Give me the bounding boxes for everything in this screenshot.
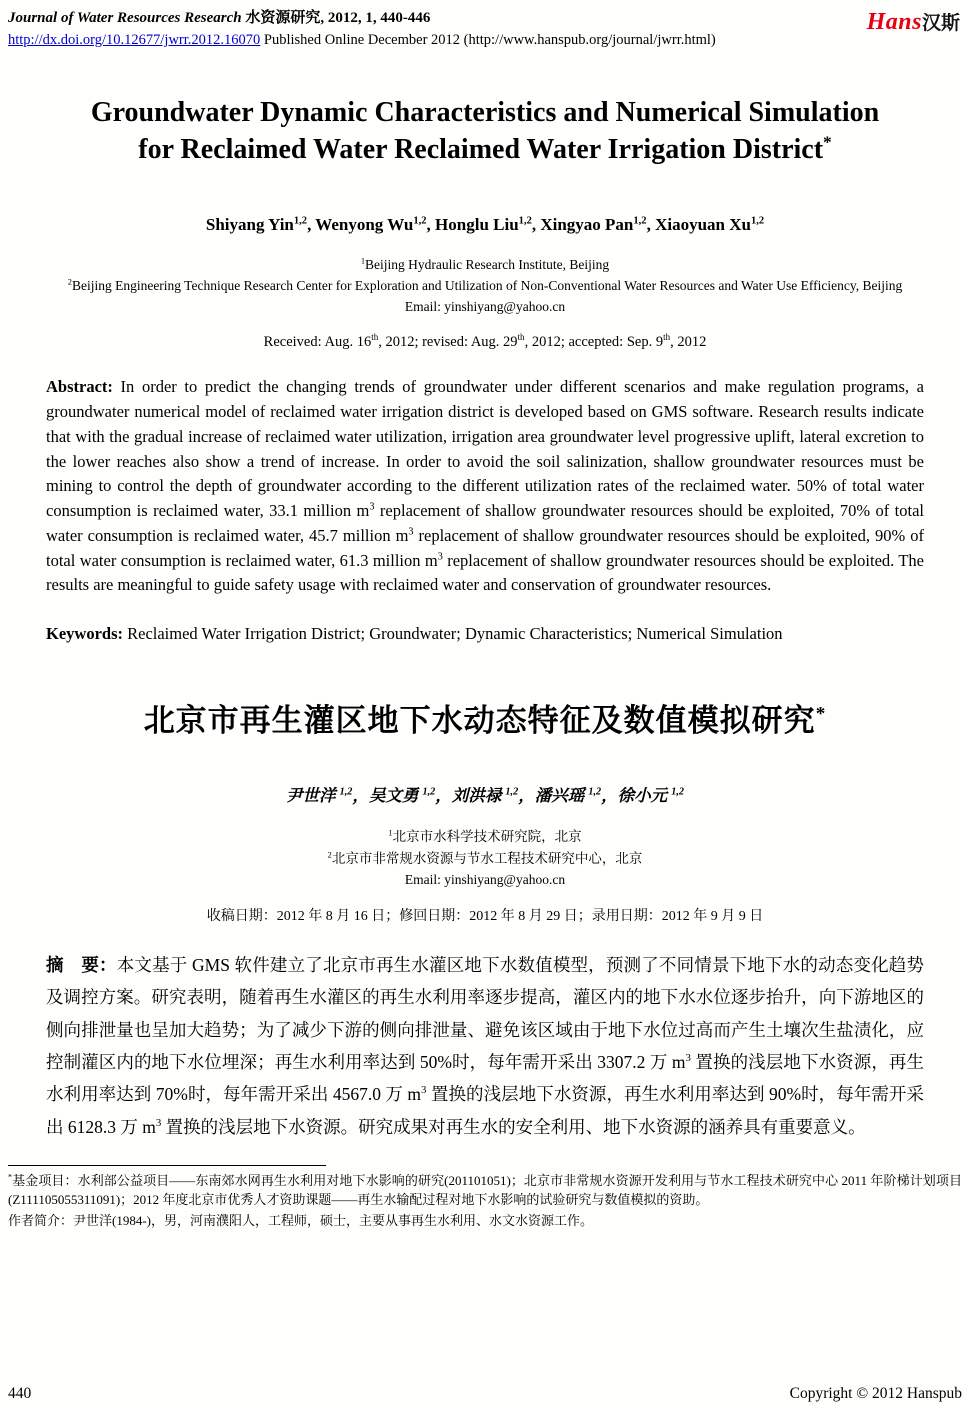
hans-logo-chinese: 汉斯 [921, 13, 960, 34]
footnote-area [8, 1165, 962, 1231]
copyright-notice: Copyright © 2012 Hanspub [789, 1385, 962, 1402]
affiliation-2-en: $^2$Beijing Engineering Technique Research Center for Exploration and Utilization of Non-Conventional Water Resources and Water Use Efficiency, Beijing [67, 277, 903, 293]
paper-title-en: Groundwater Dynamic Characteristics and Numerical Simulation for Reclaimed Water Reclaimed Water Irrigation District* [90, 96, 880, 165]
affiliations-zh [46, 826, 924, 891]
email-en: Email: yinshiyang@yahoo.cn [404, 298, 566, 314]
journal-name: Journal of Water Resources Research [8, 10, 242, 26]
footnote-divider [8, 1165, 326, 1166]
keywords-text-en: Reclaimed Water Irrigation District; Groundwater; Dynamic Characteristics; Numerical Simulation [123, 624, 783, 644]
abstract-label-en: Abstract: [46, 377, 113, 397]
abstract-text-zh: 本文基于 GMS 软件建立了北京市再生水灌区地下水数值模型，预测了不同情景下地下水的动态变化趋势及调控方案。研究表明，随着再生水灌区的再生水利用率逐步提高，灌区内的地下水水位逐步抬升，向下游地区的侧向排泄量也呈加大趋势；为了减少下游的侧向排泄量、避免该区域由于地下水位过高而产生土壤次生盐渍化，应控制灌区内的地下水位埋深；再生水利用率达到 50%时，每年需开采出 3307.2 万 $m^3$ 置换的浅层地下水资源，再生水利用率达到 70%时，每年需开采出 4567.0 万 $m^3$ 置换的浅层地下水资源，再生水利用率达到 90%时，每年需开采出 6128.3 万 $m^3$ 置换的浅层地下水资源。研究成果对再生水的安全利用、地下水资源的涵养具有重要意义。 [46, 954, 925, 1137]
journal-header [8, 8, 716, 51]
authors-zh: 尹世洋 $^{1,2}$，吴文勇 $^{1,2}$，刘洪禄 $^{1,2}$，潘兴瑶 $^{1,2}$，徐小元 $^{1,2}$ [285, 785, 685, 805]
paper-content [8, 95, 962, 1143]
affiliation-1-zh: $^1$北京市水科学技术研究院，北京 [388, 828, 582, 844]
abstract-en [46, 375, 924, 598]
page-header [8, 8, 962, 51]
keywords-label-en: Keywords: [46, 624, 123, 644]
abstract-text-en: In order to predict the changing trends of groundwater under different scenarios and make regulation programs, a groundwater numerical model of reclaimed water irrigation district is developed based on GMS software. Research results indicate that with the gradual increase of reclaimed water utilization, irrigation area groundwater level progressive uplift, lateral excretion to the lower reaches also show a trend of increase. In order to avoid the soil salinization, shallow groundwater resources must be mining to control the depth of groundwater according to the different utilization rates of the reclaimed water. 50% of total water consumption is reclaimed water, 33.1 million $m^3$ replacement of shallow groundwater resources should be exploited, 70% of total water consumption is reclaimed water, 45.7 million $m^3$ replacement of shallow groundwater resources should be exploited, 90% of total water consumption is reclaimed water, 61.3 million $m^3$ replacement of shallow groundwater resources should be exploited. The results are meaningful to guide safety usage with reclaimed water and conservation of groundwater resources. [46, 377, 925, 595]
affiliations-en [46, 255, 924, 318]
affiliation-1-en: $^1$Beijing Hydraulic Research Institute, Beijing [360, 256, 610, 272]
doi-line [8, 31, 716, 51]
keywords-en [46, 622, 924, 647]
abstract-zh [46, 949, 924, 1143]
footnote-funding: *基金项目：水利部公益项目——东南郊水网再生水利用对地下水影响的研究(201101051)；北京市非常规水资源开发利用与节水工程技术研究中心 2011 年阶梯计划项目(Z111105055311091)；2012 年度北京市优秀人才资助课题——再生水输配过程对地下水影响的试验研究与数值模拟的资助。 [8, 1172, 962, 1207]
affiliation-2-zh: $^2$北京市非常规水资源与节水工程技术研究中心，北京 [327, 850, 643, 866]
published-online-text: Published Online December 2012 (http://www.hanspub.org/journal/jwrr.html) [263, 32, 716, 49]
paper-title-zh: 北京市再生灌区地下水动态特征及数值模拟研究* [143, 702, 827, 738]
received-dates-en: Received: Aug. 16th, 2012; revised: Aug. 29th, 2012; accepted: Sep. 9th, 2012 [263, 332, 707, 351]
doi-link[interactable]: http://dx.doi.org/10.12677/jwrr.2012.16070 [8, 32, 261, 49]
authors-en: Shiyang Yin$^{1,2}$, Wenyong Wu$^{1,2}$, Honglu Liu$^{1,2}$, Xingyao Pan$^{1,2}$, Xiaoyuan Xu$^{1,2}$ [205, 214, 765, 234]
email-zh: Email: yinshiyang@yahoo.cn [404, 872, 566, 888]
journal-title-line [8, 8, 716, 28]
abstract-label-zh: 摘 要： [46, 954, 117, 975]
journal-issue-info: 水资源研究, 2012, 1, 440-446 [241, 10, 431, 26]
received-dates-zh: 收稿日期：2012 年 8 月 16 日；修回日期：2012 年 8 月 29 日；录用日期：2012 年 9 月 9 日 [206, 908, 764, 924]
page-footer [8, 1385, 962, 1403]
hanspub-logo [867, 8, 962, 36]
hans-logo-latin: Hans [866, 9, 922, 35]
footnote-author-bio: 作者简介：尹世洋(1984-)，男，河南濮阳人，工程师，硕士，主要从事再生水利用、水文水资源工作。 [8, 1212, 593, 1228]
page-number: 440 [8, 1385, 32, 1402]
